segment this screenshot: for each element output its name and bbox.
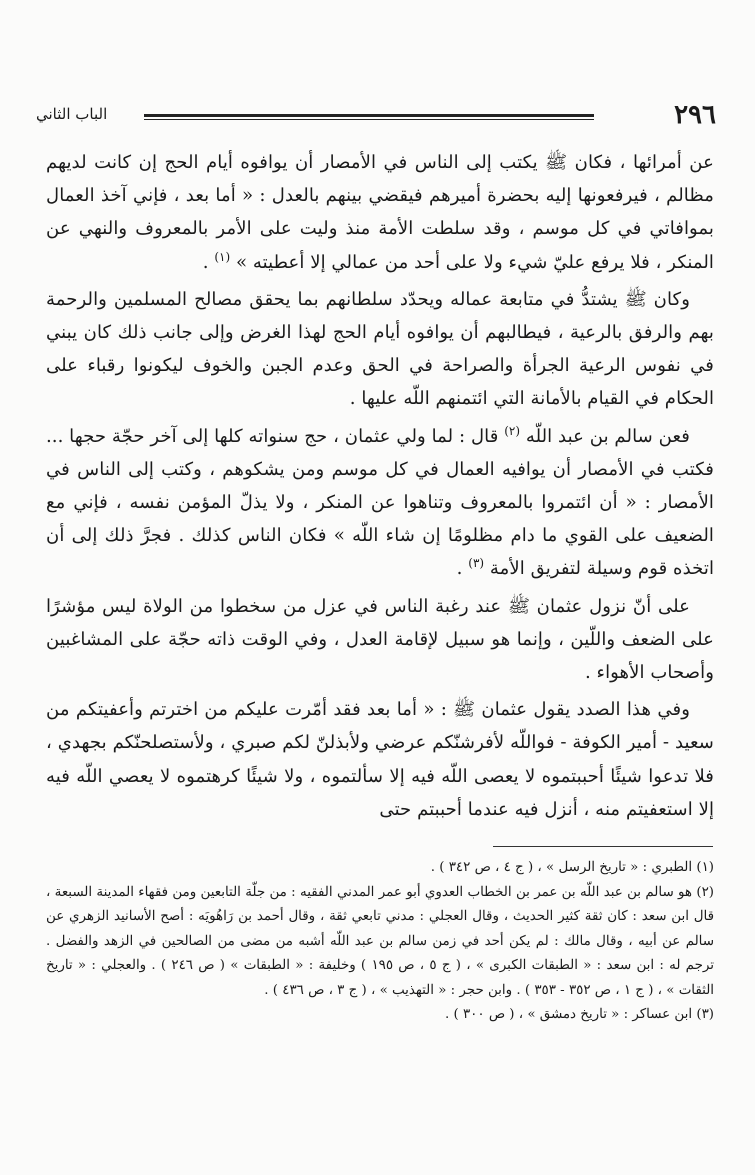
paragraph-5: وفي هذا الصدد يقول عثمان ﷺ : « أما بعد فقد أمّرت عليكم من اخترتم وأعفيتكم من سعيد - أمير الكوفة - فواللّه لأفرشنّكم عرضي ولأبذلنّ لكم صبري ، ولأستصلحنّكم بجهدي ، فلا تدعوا شيئًا أحببتموه لا يعصى اللّه فيه إلا سألتموه ، ولا شيئًا كرهتموه لا يعصي اللّه فيه إلا استعفيتم منه ، أنزل فيه عندما أحببتم حتى [46,699,714,820]
paragraph-3 [46,420,714,586]
footnote-ref-2[interactable]: (٢) [504,423,521,438]
paragraph-2: وكان ﷺ يشتدُّ في متابعة عماله ويحدّد سلطانهم بما يحقق مصالح المسلمين والرحمة بهم والرفق بالرعية ، فيطالبهم أن يوافوه أيام الحج لهذا الغرض وإلى جانب ذلك كان يبني في نفوس الرعية الجرأة والصراحة في الحق وعدم الجبن والخوف ليكونوا رقباء على الحكام في القيام بالأمانة التي ائتمنهم اللّه عليها . [46,288,714,410]
paragraph-3-end: . [456,558,463,580]
paragraph-1 [46,146,714,279]
paragraph-3-start: فعن سالم بن عبد اللّه [525,425,690,447]
footnote-ref-1[interactable]: (١) [214,249,231,264]
footnotes [46,856,714,1028]
footnote-separator [493,846,713,847]
page-number: ٢٩٦ [674,100,716,130]
paragraph-3-text: قال : لما ولي عثمان ، حج سنواته كلها إلى آخر حجّة حجها ... فكتب في الأمصار أن يوافيه العمال في كل موسم ومن يشكوهم ، وكتب إلى الناس في الأمصار : « أن ائتمروا بالمعروف وتناهوا عن المنكر ، ولا يذلّ المؤمن نفسه ، فإني مع الضعيف على القوي ما دام مظلومًا إن شاء اللّه » فكان الناس كذلك . فجرَّ ذلك إلى أن اتخذه قوم وسيلة لتفريق الأمة [46,425,714,580]
main-text [46,146,714,830]
header-rule [144,114,594,120]
footnote-1: (١) الطبري : « تاريخ الرسل » ، ( ج ٤ ، ص ٣٤٢ ) . [430,860,714,875]
paragraph-1-end: . [202,251,209,273]
page-header [36,100,716,132]
paragraph-1-text: عن أمرائها ، فكان ﷺ يكتب إلى الناس في الأمصار أن يوافوه أيام الحج إن كانت لديهم مظالم ، فيرفعونها إليه بحضرة أميرهم فيقضي بينهم بالعدل : « أما بعد ، فإني آخذ العمال بموافاتي في كل موسم ، وقد سلطت الأمة منذ وليت على الأمر بالمعروف والنهي عن المنكر ، فلا يرفع عليّ شيء ولا على أحد من عمالي إلا أعطيته » [46,152,714,273]
paragraph-4: على أنّ نزول عثمان ﷺ عند رغبة الناس في عزل من سخطوا من الولاة ليس مؤشرًا على الضعف واللّين ، وإنما هو سبيل لإقامة العدل ، وفي الوقت ذاته حجّة على المشاغبين وأصحاب الأهواء . [46,595,714,684]
footnote-2: (٢) هو سالم بن عبد اللّه بن عمر بن الخطاب العدوي أبو عمر المدني الفقيه : من جلّة التابعين ومن فقهاء المدينة السبعة ، قال ابن سعد : كان ثقة كثير الحديث ، وقال العجلي : مدني تابعي ثقة ، وقال أحمد بن رَاهُويَه : أصح الأسانيد الزهري عن سالم عن أبيه ، وقال مالك : لم يكن أحد في زمن سالم بن عبد اللّه أشبه من مضى من الصالحين في الزهد والفضل . ترجم له : ابن سعد : « الطبقات الكبرى » ، ( ج ٥ ، ص ١٩٥ ) وخليفة : « الطبقات » ( ص ٢٤٦ ) . والعجلي : « تاريخ الثقات » ، ( ج ١ ، ص ٣٥٢ - ٣٥٣ ) . وابن حجر : « التهذيب » ، ( ج ٣ ، ص ٤٣٦ ) . [46,884,714,998]
footnote-3: (٣) ابن عساكر : « تاريخ دمشق » ، ( ص ٣٠٠ ) . [444,1007,714,1022]
footnote-ref-3[interactable]: (٣) [468,556,485,571]
chapter-title: الباب الثاني [36,105,108,123]
